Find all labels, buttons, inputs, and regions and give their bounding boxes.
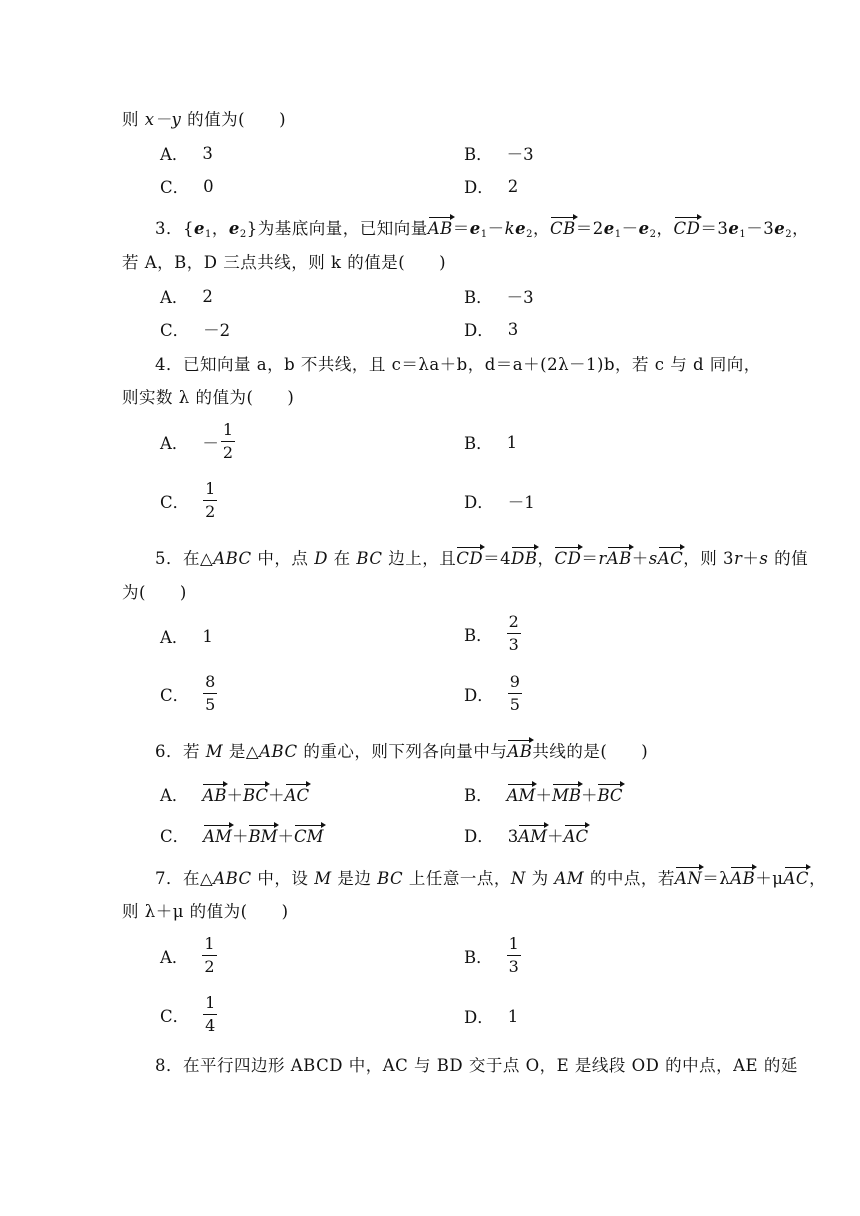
q5-option-a: A． 1 <box>160 626 213 647</box>
q6-option-c: C． AM＋BM＋CM <box>160 827 324 846</box>
q3-option-d: D． 3 <box>464 319 519 340</box>
q5-option-d: D． $\frac{9}{5}$ <box>464 672 520 714</box>
q6-option-d: D． 3AM＋AC <box>464 827 589 846</box>
q7-option-a: A． $\frac{1}{2}$ <box>160 934 215 976</box>
q4-option-b: B． 1 <box>464 432 518 453</box>
q3-option-c: C． －2 <box>160 321 231 340</box>
q7-option-b: B． $\frac{1}{3}$ <box>464 934 519 976</box>
question-8-stem: 8．在平行四边形 ABCD 中，AC 与 BD 交于点 O，E 是线段 OD 的中点，AE 的延 <box>155 1056 798 1075</box>
q6-option-b: B． AM＋MB＋BC <box>464 786 623 805</box>
q7-option-d: D． 1 <box>464 1006 519 1027</box>
question-6-stem: 6．若 M 是△ABC 的重心，则下列各向量中与AB共线的是( ) <box>155 742 649 761</box>
fraction: $\frac{1}{4}$ <box>205 993 216 1035</box>
question-5-stem-2: 为( ) <box>122 583 187 602</box>
fraction: $\frac{8}{5}$ <box>205 672 216 714</box>
fraction: $\frac{1}{2}$ <box>204 934 215 976</box>
q5-option-b: B． $\frac{2}{3}$ <box>464 612 519 654</box>
question-3-stem-2: 若 A，B，D 三点共线，则 k 的值是( ) <box>122 253 447 272</box>
fraction: $\frac{1}{2}$ <box>222 420 234 462</box>
question-7-stem-2: 则 λ＋μ 的值为( ) <box>122 902 289 921</box>
fraction: $\frac{1}{3}$ <box>508 934 519 976</box>
q5-option-c: C． $\frac{8}{5}$ <box>160 672 216 714</box>
q4-option-c: C． $\frac{1}{2}$ <box>160 479 216 521</box>
question-2-stem-end: 则 x－y 的值为( ) <box>122 110 287 129</box>
q3-option-b: B． －3 <box>464 288 534 307</box>
fraction: $\frac{2}{3}$ <box>508 612 519 654</box>
question-3-stem: 3．{$e_1$，$e_2$}为基底向量，已知向量$AB=e_1-ke_2$，$CB=2e_1-e_2$，$CD=3e_1-3e_2$， <box>155 219 810 240</box>
fraction: $\frac{1}{2}$ <box>205 479 216 521</box>
question-7-stem: 7．在△ABC 中，设 M 是边 BC 上任意一点，N 为 AM 的中点，若AN＝λAB＋μAC， <box>155 869 827 888</box>
q2-option-a: A． 3 <box>160 143 213 164</box>
q4-option-d: D． －1 <box>464 493 535 512</box>
q2-option-b: B． －3 <box>464 145 534 164</box>
question-4-stem: 4．已知向量 a，b 不共线，且 c＝λa＋b，d＝a＋(2λ－1)b，若 c 与 d 同向， <box>155 355 761 374</box>
fraction: $\frac{9}{5}$ <box>509 672 520 714</box>
q7-option-c: C． $\frac{1}{4}$ <box>160 993 216 1035</box>
q2-option-d: D． 2 <box>464 176 519 197</box>
question-5-stem: 5．在△ABC 中，点 D 在 BC 边上，且CD＝4DB，CD＝rAB＋sAC，则 3r＋s 的值 <box>155 549 809 568</box>
q2-option-c: C． 0 <box>160 176 214 197</box>
q3-option-a: A． 2 <box>160 286 213 307</box>
q4-option-a: A． － $\frac{1}{2}$ <box>160 420 234 462</box>
question-4-stem-2: 则实数 λ 的值为( ) <box>122 388 295 407</box>
q6-option-a: A． AB＋BC＋AC <box>160 786 310 805</box>
